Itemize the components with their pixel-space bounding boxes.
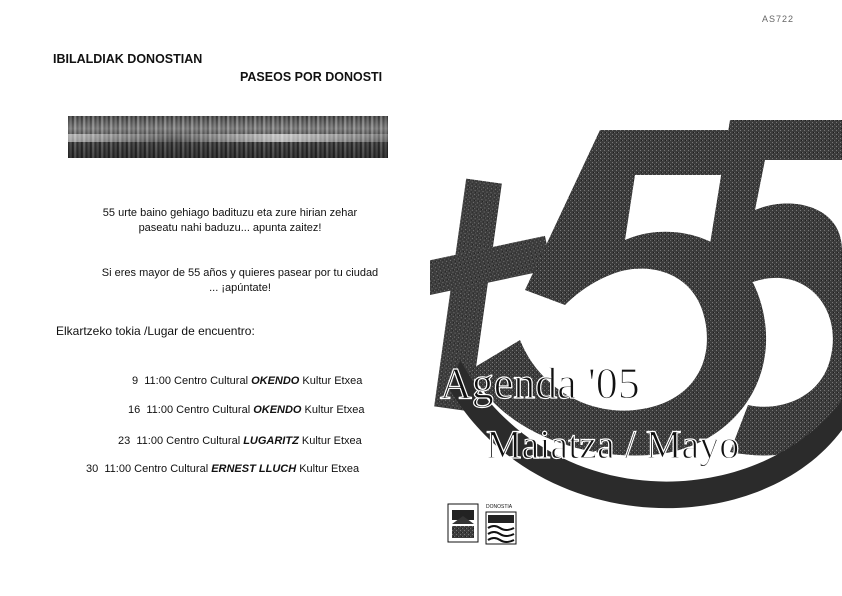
event-prefix: Centro Cultural [134, 463, 209, 475]
event-prefix: Centro Cultural [166, 435, 241, 447]
event-day: 30 [86, 463, 99, 475]
event-row [128, 404, 364, 416]
intro-basque-line-1: 55 urte baino gehiago badituzu eta zure hirian zehar [102, 207, 358, 219]
event-prefix: Centro Cultural [176, 404, 251, 416]
meeting-place-label: Elkartzeko tokia /Lugar de encuentro: [56, 324, 255, 338]
event-venue: ERNEST LLUCH [211, 463, 297, 475]
event-venue: OKENDO [253, 404, 302, 416]
event-prefix: Centro Cultural [174, 375, 249, 387]
event-day: 16 [128, 404, 141, 416]
sponsor-logos [446, 500, 522, 548]
event-row [86, 463, 359, 475]
event-suffix: Kultur Etxea [299, 463, 360, 475]
intro-basque [60, 206, 400, 236]
event-day: 9 [132, 375, 139, 387]
agenda-month: Maiatza / Mayo [486, 422, 740, 467]
corner-mark: AS722 [762, 14, 795, 24]
intro-spanish-line-2: ... ¡apúntate! [209, 282, 271, 294]
event-venue: OKENDO [251, 375, 300, 387]
landscape-photo-banner [68, 116, 388, 158]
event-row [118, 435, 362, 447]
event-time: 11:00 [136, 435, 164, 447]
event-day: 23 [118, 435, 131, 447]
city-hall-logo [448, 504, 478, 542]
intro-basque-line-2: paseatu nahi baduzu... apunta zaitez! [138, 222, 322, 234]
intro-spanish-line-1: Si eres mayor de 55 años y quieres pasear por tu ciudad [101, 267, 379, 279]
heading-spanish: PASEOS POR DONOSTI [240, 70, 383, 84]
agenda-55-artwork [430, 100, 842, 520]
donostia-label: DONOSTIA [486, 504, 513, 510]
event-suffix: Kultur Etxea [301, 435, 362, 447]
agenda-title: Agenda '05 [440, 359, 640, 408]
event-time: 11:00 [146, 404, 174, 416]
donostia-logo [486, 504, 516, 544]
event-time: 11:00 [144, 375, 171, 387]
event-suffix: Kultur Etxea [304, 404, 365, 416]
heading-basque: IBILALDIAK DONOSTIAN [53, 52, 203, 66]
intro-spanish [60, 266, 420, 296]
event-time: 11:00 [104, 463, 132, 475]
event-suffix: Kultur Etxea [302, 375, 363, 387]
event-venue: LUGARITZ [243, 435, 299, 447]
event-row [132, 375, 362, 387]
